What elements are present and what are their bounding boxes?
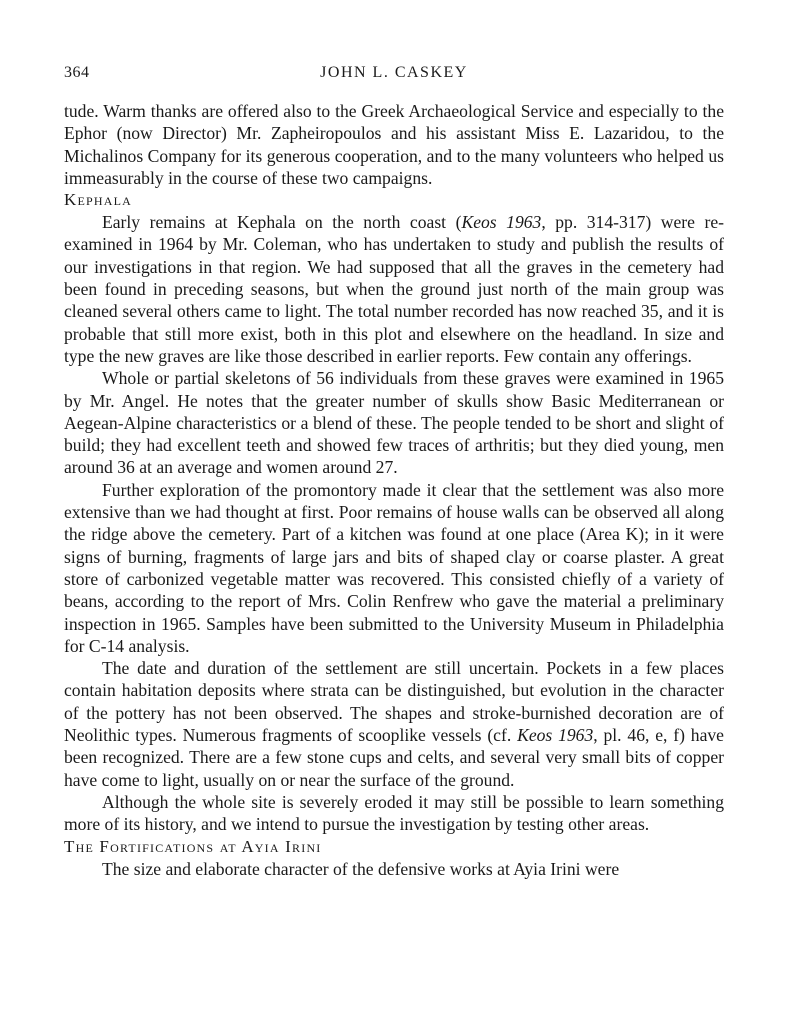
kephala-p1-text-a: Early remains at Kephala on the north coast ( <box>102 212 462 233</box>
section-heading-fortifications: The Fortifications at Ayia Irini <box>64 836 322 856</box>
kephala-p1-text-b: , pp. 314-317) were re-examined in 1964 by Mr. Coleman, who has undertaken to study and publish the results of our investigations in that region. We had supposed that all the graves in the cemetery had been found in preceding seasons, but when the ground just north of the main group was cleaned several others came to light. The total number recorded has now reached 35, and it is probable that still more exist, both in this plot and elsewhere on the headland. In size and type the new graves are like those described in earlier reports. Few contain any offerings. <box>64 212 724 366</box>
kephala-paragraph-5: Although the whole site is severely eroded it may still be possible to learn something more of its history, and we intend to pursue the investigation by testing other areas. <box>64 791 724 835</box>
kephala-paragraph-3: Further exploration of the promontory made it clear that the settlement was also more extensive than we had thought at first. Poor remains of house walls can be observed all along the ridge above the cemetery. Part of a kitchen was found at one place (Area K); in it were signs of burning, fragments of large jars and bits of shaped clay or coarse plaster. A great store of carbonized vegetable matter was recovered. This consisted chiefly of a variety of beans, according to the report of Mrs. Colin Renfrew who gave the material a preliminary inspection in 1965. Samples have been submitted to the University Museum in Philadelphia for C-14 analysis. <box>64 479 724 656</box>
running-head <box>64 62 724 86</box>
citation-keos-1963: Keos 1963 <box>461 212 542 233</box>
page-number: 364 <box>64 64 90 81</box>
citation-keos-1963: Keos 1963 <box>517 725 594 746</box>
kephala-paragraph-4 <box>64 657 724 791</box>
running-title: JOHN L. CASKEY <box>320 64 468 81</box>
kephala-p4-text-b: , pl. 46, e, f) have been recognized. There are a few stone cups and celts, and several very small bits of copper have come to light, usually on or near the surface of the ground. <box>64 725 724 790</box>
kephala-paragraph-2: Whole or partial skeletons of 56 individuals from these graves were examined in 1965 by Mr. Angel. He notes that the greater number of skulls show Basic Mediterranean or Aegean-Alpine characteristics or a blend of these. The people tended to be short and slight of build; they had excellent teeth and showed few traces of arthritis; but they died young, men around 36 at an average and women around 27. <box>64 368 724 478</box>
page <box>64 62 724 880</box>
fortifications-paragraph-1: The size and elaborate character of the defensive works at Ayia Irini were <box>102 858 620 879</box>
kephala-p4-text-a: The date and duration of the settlement are still uncertain. Pockets in a few places contain habitation deposits where strata can be distinguished, but evolution in the character of the pottery has not been observed. The shapes and stroke-burnished decoration are of Neolithic types. Numerous fragments of scooplike vessels (cf. <box>64 658 724 746</box>
section-heading-kephala: Kephala <box>64 190 133 210</box>
opening-paragraph: tude. Warm thanks are offered also to the Greek Archaeological Service and especially to the Ephor (now Director) Mr. Zapheiropoulos and his assistant Miss E. Lazaridou, to the Michalinos Company for its generous cooperation, and to the many volunteers who helped us immeasurably in the course of these two campaigns. <box>64 101 724 188</box>
body-text <box>64 100 724 880</box>
kephala-paragraph-1 <box>64 211 724 367</box>
